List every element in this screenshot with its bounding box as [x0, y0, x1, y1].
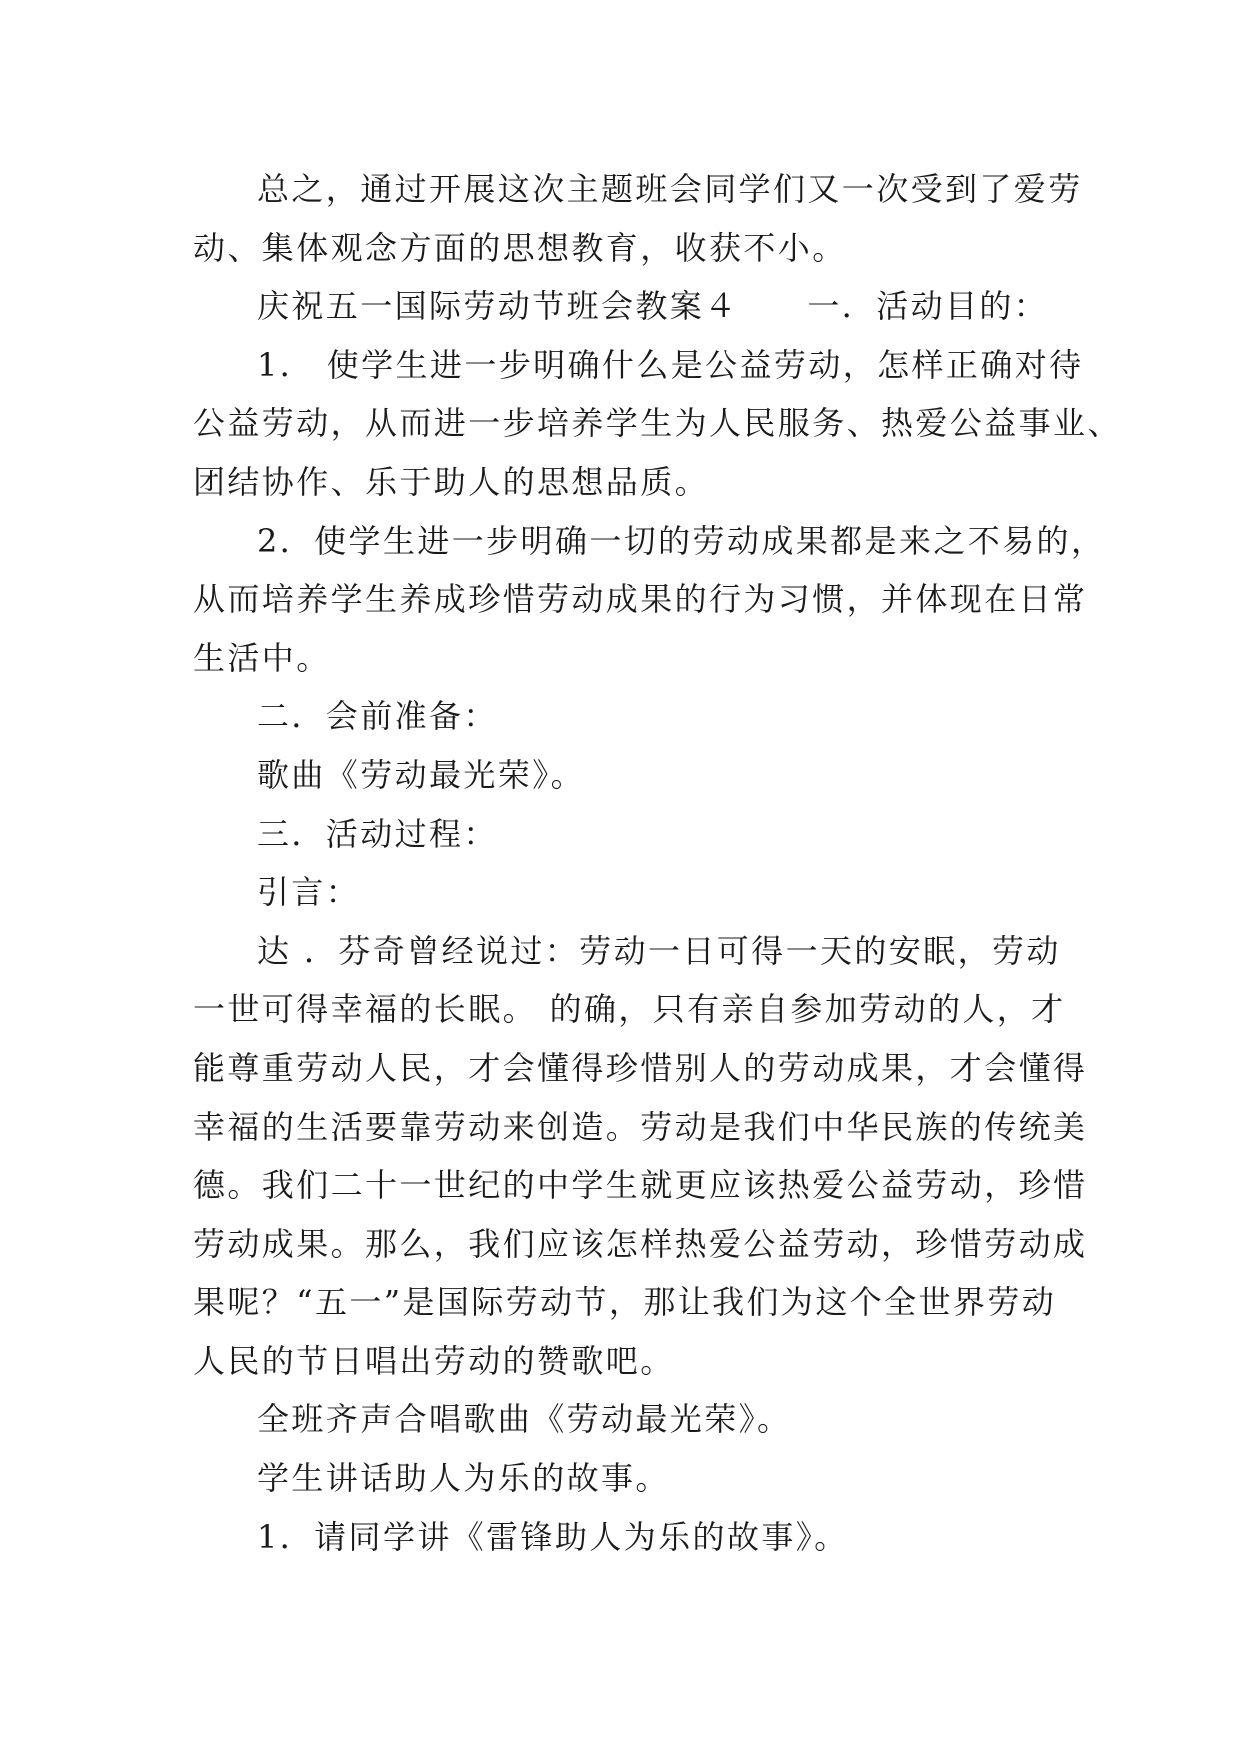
text-line: 引言：	[257, 873, 361, 912]
text-line: 劳动成果。那么，我们应该怎样热爱公益劳动，珍惜劳动成	[193, 1224, 1088, 1263]
text-line: 2．使学生进一步明确一切的劳动成果都是来之不易的，	[257, 521, 1106, 560]
text-line: 公益劳动，从而进一步培养学生为人民服务、热爱公益事业、	[193, 404, 1122, 443]
paragraph-story-1	[193, 1508, 1053, 1567]
paragraph-intro-label	[193, 863, 1053, 922]
text-line: 学生讲话助人为乐的故事。	[257, 1459, 670, 1498]
paragraph-chorus	[193, 1390, 1053, 1449]
text-line: 生活中。	[193, 638, 331, 677]
text-line: 达 ．芬奇曾经说过：劳动一日可得一天的安眠，劳动	[257, 931, 1061, 970]
text-line: 总之，通过开展这次主题班会同学们又一次受到了爱劳	[257, 170, 1083, 208]
paragraph-intro-body	[193, 922, 1088, 1391]
text-line: 1． 使学生进一步明确什么是公益劳动，怎样正确对待	[257, 345, 1084, 384]
text-line: 庆祝五一国际劳动节班会教案４ 一．活动目的：	[257, 287, 1049, 326]
text-line: 德。我们二十一世纪的中学生就更应该热爱公益劳动，珍惜	[193, 1166, 1088, 1205]
text-line: 三．活动过程：	[257, 814, 498, 853]
text-line: 1．请同学讲《雷锋助人为乐的故事》。	[257, 1517, 849, 1556]
text-line: 二．会前准备：	[257, 697, 498, 736]
text-line: 全班齐声合唱歌曲《劳动最光荣》。	[257, 1400, 792, 1439]
paragraph-summary	[193, 160, 1083, 277]
text-line: 歌曲《劳动最光荣》。	[257, 755, 586, 794]
paragraph-heading-plan-4	[193, 277, 1053, 336]
text-line: 人民的节日唱出劳动的赞歌吧。	[193, 1341, 675, 1380]
text-line: 果呢？“五一”是国际劳动节，那让我们为这个全世界劳动	[193, 1283, 1057, 1322]
text-line: 团结协作、乐于助人的思想品质。	[193, 462, 710, 501]
paragraph-section-process	[193, 805, 1053, 864]
document-body	[193, 160, 1122, 1566]
paragraph-song	[193, 746, 1053, 805]
text-line: 能尊重劳动人民，才会懂得珍惜别人的劳动成果，才会懂得	[193, 1048, 1088, 1087]
text-line: 从而培养学生养成珍惜劳动成果的行为习惯，并体现在日常	[193, 580, 1088, 619]
paragraph-stories	[193, 1449, 1053, 1508]
text-line: 一世可得幸福的长眠。 的确，只有亲自参加劳动的人，才	[193, 990, 1066, 1029]
paragraph-goal-2	[193, 512, 1106, 688]
paragraph-section-preparation	[193, 687, 1053, 746]
paragraph-goal-1	[193, 336, 1122, 512]
text-line: 幸福的生活要靠劳动来创造。劳动是我们中华民族的传统美	[193, 1107, 1088, 1146]
text-line: 动、集体观念方面的思想教育，收获不小。	[193, 228, 847, 267]
